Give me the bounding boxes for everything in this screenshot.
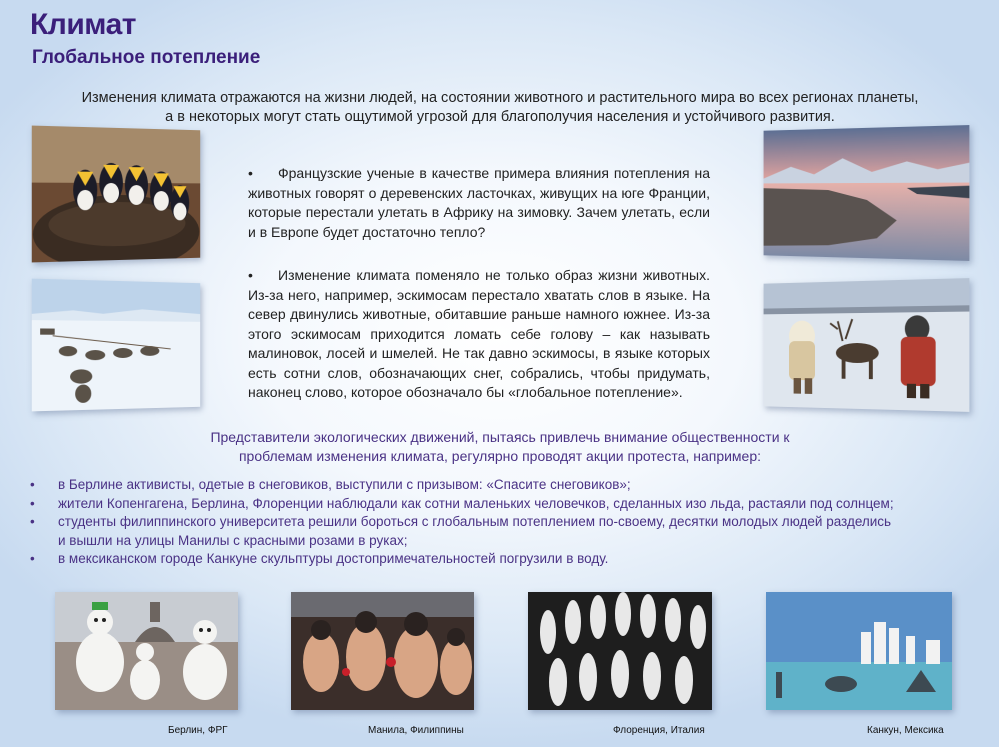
activists-line-1: Представители экологических движений, пытаясь привлечь внимание общественности к bbox=[210, 429, 790, 445]
manila-protest-photo bbox=[291, 592, 474, 710]
intro-line-2: а в некоторых могут стать ощутимой угрозой для благополучия населения и устойчивого развития. bbox=[165, 109, 835, 125]
paragraph-swallows bbox=[248, 164, 710, 242]
florence-ice-figures-photo bbox=[528, 592, 712, 710]
paragraph-eskimos-text: Изменение климата поменяло не только образ жизни животных. Из-за него, например, эскимосам перестало хватать слов в языке. На север двинулись животные, обитавшие раньше намного южнее. Из-за этого эскимосам приходится ломать себе голову – как называть малиновок, лосей и шмелей. Не так давно эскимосы, в языке которых есть сотни слов, обозначающих снег, собрались, чтобы придумать, наконец слово, которое обозначало бы «глобальное потепление». bbox=[248, 267, 710, 400]
bullet-marker: • bbox=[30, 477, 35, 492]
reindeer-herders-photo bbox=[764, 278, 970, 412]
caption-cancun: Канкун, Мексика bbox=[867, 725, 944, 736]
caption-florence: Флоренция, Италия bbox=[613, 725, 705, 736]
swallows-photo bbox=[32, 126, 200, 263]
page-title: Климат bbox=[30, 8, 136, 41]
list-item-text: жители Копенгагена, Берлина, Флоренции наблюдали как сотни маленьких человечков, сделанных изо льда, растаяли под солнцем; bbox=[58, 495, 894, 511]
page-subtitle: Глобальное потепление bbox=[32, 47, 261, 68]
arctic-lake-photo bbox=[764, 125, 970, 261]
list-item bbox=[30, 495, 980, 514]
caption-berlin: Берлин, ФРГ bbox=[168, 725, 228, 736]
activists-line-2: проблемам изменения климата, регулярно проводят акции протеста, например: bbox=[238, 448, 762, 464]
list-item-text: в мексиканском городе Канкуне скульптуры достопримечательностей погрузили в воду. bbox=[58, 551, 609, 566]
paragraph-swallows-text: Французские ученые в качестве примера влияния потепления на животных говорят о деревенских ласточках, живущих на юге Франции, которые перестали улетать в Африку на зимовку. Зачем улетать, если и в Европе будет достаточно тепло? bbox=[248, 165, 710, 240]
bullet-marker: • bbox=[248, 165, 253, 181]
list-item bbox=[30, 476, 980, 495]
caption-manila: Манила, Филиппины bbox=[368, 725, 464, 736]
list-item bbox=[30, 550, 980, 569]
protests-list bbox=[30, 476, 980, 569]
bullet-marker: • bbox=[248, 267, 253, 283]
list-item-text-continuation: и вышли на улицы Манилы с красными розами в руках; bbox=[58, 532, 408, 548]
intro-line-1: Изменения климата отражаются на жизни людей, на состоянии животного и растительного мира во всех регионах планеты, bbox=[81, 90, 919, 106]
intro-text bbox=[70, 89, 930, 127]
list-item-text: в Берлине активисты, одетые в снеговиков, выступили с призывом: «Спасите снеговиков»; bbox=[58, 477, 631, 492]
bullet-marker: • bbox=[30, 514, 35, 529]
list-item-text: студенты филиппинского университета решили бороться с глобальным потеплением по-своему, десятки молодых людей разделись bbox=[58, 514, 892, 529]
berlin-snowmen-photo bbox=[55, 592, 238, 710]
activists-intro bbox=[150, 428, 850, 466]
list-item bbox=[30, 513, 980, 550]
cancun-underwater-photo bbox=[766, 592, 952, 710]
sled-dogs-photo bbox=[32, 279, 200, 412]
paragraph-eskimos bbox=[248, 266, 710, 403]
bullet-marker: • bbox=[30, 551, 35, 566]
bullet-marker: • bbox=[30, 495, 35, 511]
